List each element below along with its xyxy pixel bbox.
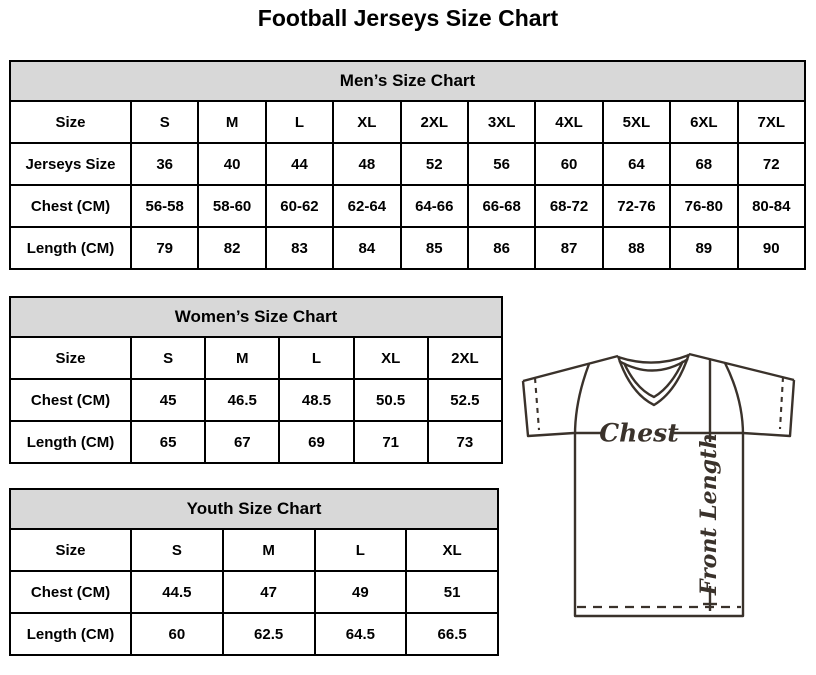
- table-cell: 72-76: [603, 185, 670, 227]
- table-cell: 52.5: [428, 379, 502, 421]
- table-cell: 58-60: [198, 185, 265, 227]
- row-label: Chest (CM): [10, 185, 131, 227]
- table-cell: 64-66: [401, 185, 468, 227]
- table-cell: 90: [738, 227, 805, 269]
- table-cell: 5XL: [603, 101, 670, 143]
- table-cell: 72: [738, 143, 805, 185]
- jersey-left-cuff-dashed-line: [535, 378, 539, 430]
- table-cell: 80-84: [738, 185, 805, 227]
- table-cell: 48.5: [279, 379, 353, 421]
- table-title: Men’s Size Chart: [10, 61, 805, 101]
- jersey-right-shoulder-line: [689, 354, 794, 380]
- row-label: Length (CM): [10, 613, 131, 655]
- table-row: [10, 571, 498, 613]
- jersey-left-sleeve-outline: [523, 381, 574, 436]
- table-cell: 52: [401, 143, 468, 185]
- table-cell: XL: [354, 337, 428, 379]
- row-label: Size: [10, 529, 131, 571]
- table-cell: 85: [401, 227, 468, 269]
- table-row: [10, 613, 498, 655]
- jersey-right-armhole-curve: [725, 363, 743, 435]
- table-cell: 66-68: [468, 185, 535, 227]
- table-row: [10, 143, 805, 185]
- row-label: Length (CM): [10, 421, 131, 463]
- table-row: [10, 101, 805, 143]
- table-cell: 64: [603, 143, 670, 185]
- table-title: Youth Size Chart: [10, 489, 498, 529]
- table-cell: 2XL: [401, 101, 468, 143]
- table-cell: 60-62: [266, 185, 333, 227]
- table-row: [10, 421, 502, 463]
- front-length-label: Front Length: [696, 432, 722, 596]
- row-label: Chest (CM): [10, 571, 131, 613]
- table-cell: 50.5: [354, 379, 428, 421]
- table-row: [10, 529, 498, 571]
- jersey-collar-band-top-arc: [618, 355, 689, 363]
- table-cell: M: [198, 101, 265, 143]
- mens-size-table: [9, 60, 806, 270]
- table-cell: 68: [670, 143, 737, 185]
- table-cell: 40: [198, 143, 265, 185]
- table-cell: 2XL: [428, 337, 502, 379]
- table-cell: 47: [223, 571, 315, 613]
- table-cell: L: [315, 529, 407, 571]
- table-cell: M: [205, 337, 279, 379]
- table-cell: S: [131, 337, 205, 379]
- table-cell: 64.5: [315, 613, 407, 655]
- table-title-row: [10, 61, 805, 101]
- table-cell: 56: [468, 143, 535, 185]
- page-title: Football Jerseys Size Chart: [257, 5, 559, 31]
- table-cell: S: [131, 101, 198, 143]
- table-cell: 51: [406, 571, 498, 613]
- table-row: [10, 227, 805, 269]
- table-cell: 56-58: [131, 185, 198, 227]
- table-row: [10, 185, 805, 227]
- chest-label: Chest: [599, 418, 679, 448]
- jersey-left-shoulder-line: [523, 356, 618, 381]
- table-cell: 60: [131, 613, 223, 655]
- table-cell: 76-80: [670, 185, 737, 227]
- table-cell: 3XL: [468, 101, 535, 143]
- row-label: Chest (CM): [10, 379, 131, 421]
- table-cell: 62.5: [223, 613, 315, 655]
- table-cell: XL: [333, 101, 400, 143]
- row-label: Size: [10, 337, 131, 379]
- table-row: [10, 379, 502, 421]
- table-cell: L: [279, 337, 353, 379]
- jersey-left-armhole-curve: [575, 364, 589, 435]
- row-label: Length (CM): [10, 227, 131, 269]
- table-cell: 87: [535, 227, 602, 269]
- table-cell: 49: [315, 571, 407, 613]
- table-cell: 73: [428, 421, 502, 463]
- table-cell: 7XL: [738, 101, 805, 143]
- youth-size-table: [9, 488, 499, 656]
- table-title: Women’s Size Chart: [10, 297, 502, 337]
- table-cell: 69: [279, 421, 353, 463]
- table-cell: 79: [131, 227, 198, 269]
- row-label: Size: [10, 101, 131, 143]
- table-cell: 44: [266, 143, 333, 185]
- table-title-row: [10, 489, 498, 529]
- table-cell: 86: [468, 227, 535, 269]
- table-cell: 83: [266, 227, 333, 269]
- table-title-row: [10, 297, 502, 337]
- table-row: [10, 337, 502, 379]
- jersey-measurement-diagram: [515, 333, 810, 625]
- table-cell: XL: [406, 529, 498, 571]
- table-cell: L: [266, 101, 333, 143]
- table-cell: 66.5: [406, 613, 498, 655]
- table-cell: 65: [131, 421, 205, 463]
- table-cell: 45: [131, 379, 205, 421]
- table-cell: 36: [131, 143, 198, 185]
- table-cell: 44.5: [131, 571, 223, 613]
- table-cell: 82: [198, 227, 265, 269]
- table-cell: 46.5: [205, 379, 279, 421]
- row-label: Jerseys Size: [10, 143, 131, 185]
- table-cell: 67: [205, 421, 279, 463]
- table-cell: 88: [603, 227, 670, 269]
- table-cell: 48: [333, 143, 400, 185]
- table-cell: M: [223, 529, 315, 571]
- womens-size-table: [9, 296, 503, 464]
- jersey-right-sleeve-outline: [743, 380, 794, 436]
- table-cell: 6XL: [670, 101, 737, 143]
- table-cell: 68-72: [535, 185, 602, 227]
- table-cell: S: [131, 529, 223, 571]
- table-cell: 89: [670, 227, 737, 269]
- table-cell: 84: [333, 227, 400, 269]
- table-cell: 62-64: [333, 185, 400, 227]
- table-cell: 71: [354, 421, 428, 463]
- table-cell: 60: [535, 143, 602, 185]
- table-cell: 4XL: [535, 101, 602, 143]
- jersey-right-cuff-dashed-line: [780, 377, 783, 429]
